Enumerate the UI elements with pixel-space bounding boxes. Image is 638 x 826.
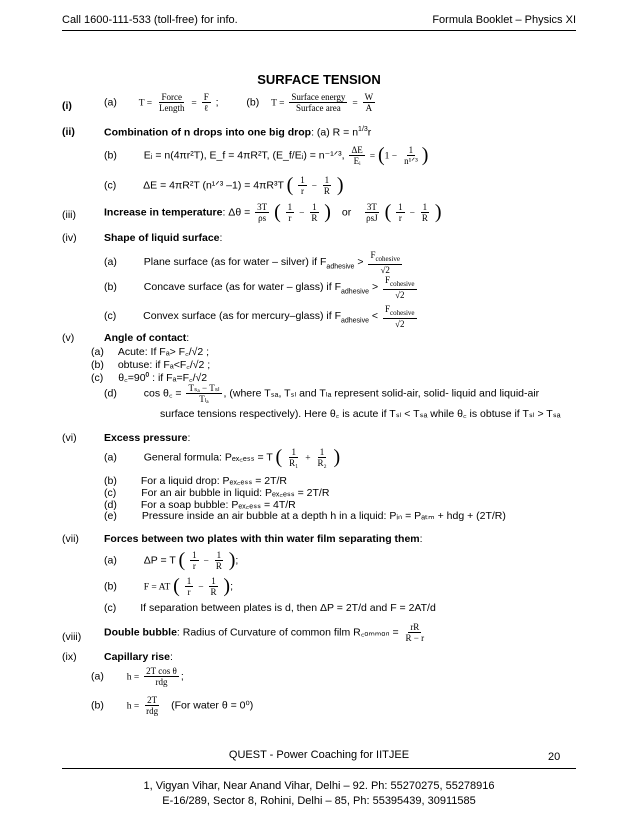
item-ix-heading: Capillary rise: [104, 651, 173, 663]
item-iv-c: (c) Convex surface (as for mercury–glass) if $F_{adhesive}$ < $\frac{F_{cohesive}}{√2}$ [104, 304, 415, 329]
item-v-heading: Angle of contact: [104, 332, 190, 344]
item-v-c: (c) θ꜀=90⁰ : if Fₐ=F꜀/√2 [91, 372, 208, 384]
item-vii-number: (vii) [62, 533, 79, 545]
header-rule [62, 30, 576, 31]
item-iv-a: (a) Plane surface (as for water – silver) if $F_{adhesive}$ > $\frac{F_{cohesive}}{√2}$ [104, 250, 400, 275]
item-vi-a: (a) General formula: Pₑₓ꜀ₑₛₛ = T ( $\frac{1}{\text{R₁}}$ + $\frac{1}{\text{R₂}}$ ) [104, 446, 341, 468]
item-vi-b: (b) For a liquid drop: Pₑₓ꜀ₑₛₛ = 2T/R [104, 475, 287, 487]
item-i-formulas: (a) T = $\frac{\text{Force}}{\text{Length}}$ = $\frac{F}{\text{ℓ}}$ ; (b) T = $\frac{\text{Surface energy}}{\text{Surface area}}$ = $\frac{W}{A}$ [104, 92, 374, 113]
force-per-length: $\frac{\text{Force}}{\text{Length}}$ [158, 92, 185, 113]
item-viii-line: Double bubble: Radius of Curvature of common film R꜀ₒₘₘₒₙ = $\frac{rR}{R - r}$ [104, 622, 425, 643]
item-vii-b: (b) F = AT ( $\frac{1}{r}$ − $\frac{1}{R}$ ); [104, 575, 233, 597]
item-v-a: (a) Acute: If Fₐ> F꜀/√2 ; [91, 346, 210, 358]
item-iii-number: (iii) [62, 209, 76, 221]
header-right: Formula Booklet – Physics XI [432, 14, 576, 26]
item-ix-number: (ix) [62, 651, 77, 663]
item-iv-number: (iv) [62, 232, 77, 244]
item-ii-heading: Combination of n drops into one big drop: (a) $R = n^{1/3}r$ [104, 126, 372, 139]
item-v-d-line2: surface tensions respectively). Here θ꜀ is acute if Tₛₗ < Tₛₐ while θ꜀ is obtuse if Tₛₗ > Tₛₐ [160, 408, 561, 420]
item-vi-d: (d) For a soap bubble: Pₑₓ꜀ₑₛₛ = 4T/R [104, 499, 296, 511]
header-left: Call 1600-111-533 (toll-free) for info. [62, 14, 238, 26]
energy-per-area: $\frac{\text{Surface energy}}{\text{Surface area}}$ [291, 92, 346, 113]
f-per-l: $\frac{F}{\text{ℓ}}$ [203, 92, 209, 113]
item-vii-heading: Forces between two plates with thin water film separating them: [104, 533, 423, 545]
item-vi-c: (c) For an air bubble in liquid: Pₑₓ꜀ₑₛₛ = 2T/R [104, 487, 330, 499]
footer-address-2: E-16/289, Sector 8, Rohini, Delhi – 85, Ph: 55395439, 30911585 [162, 795, 476, 807]
item-iv-b: (b) Concave surface (as for water – glass) if $F_{adhesive}$ > $\frac{F_{cohesive}}{√2}$ [104, 275, 415, 300]
item-vi-number: (vi) [62, 432, 77, 444]
item-v-d: (d) cos θ꜀ = $\frac{\text{Tₛₐ − Tₛₗ}}{\text{Tₗₐ}}$ , (where Tₛₐ, Tₛₗ and Tₗₐ represent solid-air, solid- liquid and liquid-air [104, 383, 540, 404]
footer-rule [62, 768, 576, 769]
item-vi-heading: Excess pressure: [104, 432, 191, 444]
item-v-b: (b) obtuse: if Fₐ<F꜀/√2 ; [91, 359, 211, 371]
item-iii-line: Increase in temperature: Δθ = $\frac{3T}{\rho s}$ ( $\frac{1}{r}$ − $\frac{1}{R}$ ) or $\frac{3T}{\text{ρsJ}}$ ( $\frac{1}{r}$ − $\frac{1}{R}$ ) [104, 201, 442, 223]
item-ii-b: (b) Eᵢ = n(4πr²T), E_f = 4πR²T, (E_f/Eᵢ) = n⁻¹ᐟ³, $\frac{\Delta E}{\text{Eᵢ}}$ = (1 − $\frac{1}{\text{n¹ᐟ³}}$ ) [104, 144, 429, 166]
item-i-number: (i) [62, 100, 72, 112]
w-per-a: $\frac{W}{A}$ [364, 92, 374, 113]
page-title: SURFACE TENSION [257, 72, 381, 87]
item-ix-b: (b) h = $\frac{2T}{\text{rdg}}$ (For water θ = 0⁰) [91, 695, 254, 716]
page-number: 20 [548, 751, 561, 763]
item-vii-c: (c) If separation between plates is d, then ΔP = 2T/d and F = 2AT/d [104, 602, 436, 614]
footer-brand: QUEST - Power Coaching for IITJEE [228, 749, 410, 761]
item-vii-a: (a) ΔP = T ( $\frac{1}{r}$ − $\frac{1}{R}$ ); [104, 549, 239, 571]
item-ix-a: (a) h = $\frac{\text{2T cos θ}}{\text{rdg}}$ ; [91, 666, 184, 687]
label-b: (b) [246, 96, 260, 109]
item-iv-heading: Shape of liquid surface: [104, 232, 223, 244]
label-a: (a) [104, 96, 117, 109]
lhs: T = [138, 98, 153, 109]
item-v-number: (v) [62, 332, 75, 344]
item-viii-number: (viii) [62, 631, 82, 643]
item-ii-c: (c) ΔE = 4πR²T (n¹ᐟ³ –1) = 4πR³T ( $\frac{1}{r}$ − $\frac{1}{R}$ ) [104, 174, 344, 196]
item-ii-number: (ii) [62, 126, 75, 138]
item-vi-e: (e) Pressure inside an air bubble at a depth h in a liquid: Pᵢₙ = Pₐₜₘ + hdg + (2T/R) [104, 510, 506, 522]
footer-address-1: 1, Vigyan Vihar, Near Anand Vihar, Delhi – 92. Ph: 55270275, 55278916 [143, 780, 495, 792]
